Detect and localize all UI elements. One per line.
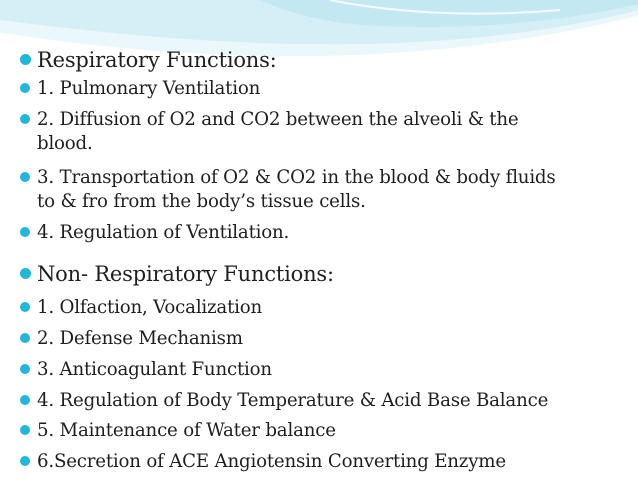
bullet-icon xyxy=(20,302,30,312)
list-item xyxy=(20,221,620,245)
bullet-icon xyxy=(20,268,31,279)
bullet-icon xyxy=(20,395,30,405)
non-respiratory-heading xyxy=(20,262,620,286)
bullet-icon xyxy=(20,333,30,343)
list-item xyxy=(20,358,620,382)
bullet-icon xyxy=(20,114,30,124)
bullet-icon xyxy=(20,227,30,237)
list-item-text: 2. Defense Mechanism xyxy=(37,328,243,349)
list-item xyxy=(20,419,620,443)
list-item xyxy=(20,108,620,156)
list-item-text-continued: blood. xyxy=(37,133,93,154)
bullet-icon xyxy=(20,425,30,435)
list-item xyxy=(20,166,620,214)
list-item-text: 5. Maintenance of Water balance xyxy=(37,420,336,441)
list-item-text-continued: to & fro from the body’s tissue cells. xyxy=(37,191,366,212)
list-item xyxy=(20,77,620,101)
list-item-text: 6.Secretion of ACE Angiotensin Converting Enzyme xyxy=(37,451,506,472)
list-item-text: 3. Transportation of O2 & CO2 in the blood & body fluids xyxy=(37,167,556,188)
non-respiratory-heading-text: Non- Respiratory Functions: xyxy=(37,262,334,286)
bullet-icon xyxy=(20,172,30,182)
bullet-icon xyxy=(20,83,30,93)
list-item xyxy=(20,389,620,413)
list-item-text: 4. Regulation of Body Temperature & Acid Base Balance xyxy=(37,390,549,411)
bullet-icon xyxy=(20,364,30,374)
list-item xyxy=(20,450,620,474)
respiratory-heading-text: Respiratory Functions: xyxy=(37,48,277,72)
list-item-text: 4. Regulation of Ventilation. xyxy=(37,222,290,243)
bullet-icon xyxy=(20,54,31,65)
bullet-icon xyxy=(20,456,30,466)
list-item xyxy=(20,296,620,320)
list-item-text: 2. Diffusion of O2 and CO2 between the alveoli & the xyxy=(37,109,519,130)
list-item-text: 1. Pulmonary Ventilation xyxy=(37,78,261,99)
list-item xyxy=(20,327,620,351)
list-item-text: 1. Olfaction, Vocalization xyxy=(37,297,263,318)
list-item-text: 3. Anticoagulant Function xyxy=(37,359,272,380)
respiratory-heading xyxy=(20,48,620,72)
